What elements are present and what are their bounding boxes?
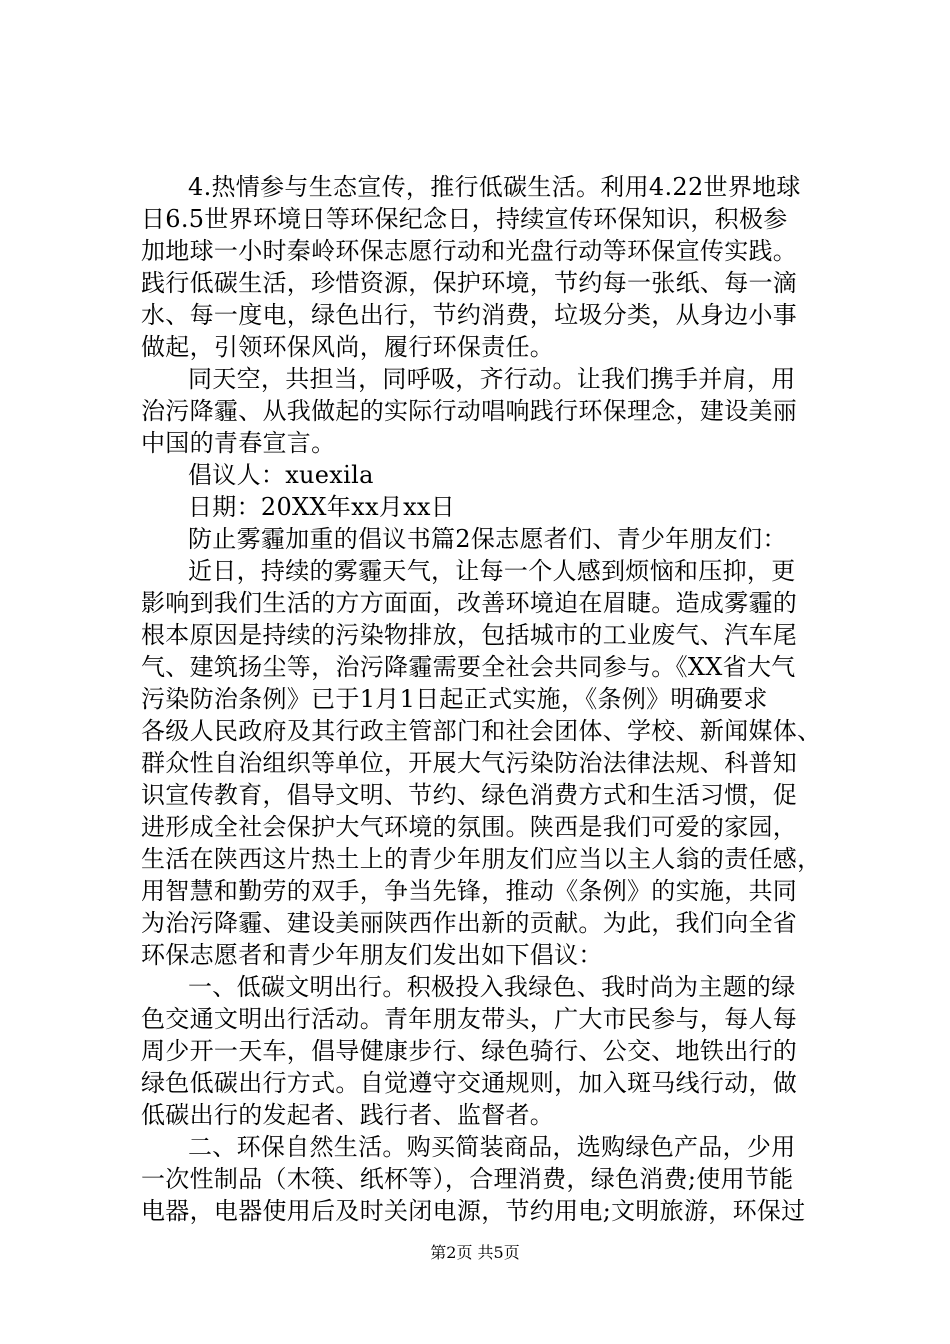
text-line: 识宣传教育，倡导文明、节约、绿色消费方式和生活习惯，促: [141, 781, 798, 809]
text-line: 根本原因是持续的污染物排放，包括城市的工业废气、汽车尾: [141, 621, 798, 649]
text-line: 一次性制品（木筷、纸杯等），合理消费，绿色消费;使用节能: [141, 1165, 794, 1193]
page-footer: 第2页 共5页: [430, 1243, 520, 1262]
text-line: 群众性自治组织等单位，开展大气污染防治法律法规、科普知: [141, 749, 798, 777]
text-line: 用智慧和勤劳的双手，争当先锋，推动《条例》的实施，共同: [141, 877, 798, 905]
text-line: 为治污降霾、建设美丽陕西作出新的贡献。为此，我们向全省: [141, 909, 798, 937]
text-line: 环保志愿者和青少年朋友们发出如下倡议：: [141, 941, 603, 969]
text-line: 绿色低碳出行方式。自觉遵守交通规则，加入斑马线行动，做: [141, 1069, 798, 1097]
text-line: 日期：20XX年xx月xx日: [188, 493, 456, 521]
text-line: 一、低碳文明出行。积极投入我绿色、我时尚为主题的绿: [188, 973, 796, 1001]
text-line: 同天空，共担当，同呼吸，齐行动。让我们携手并肩，用: [188, 365, 796, 393]
text-line: 低碳出行的发起者、践行者、监督者。: [141, 1101, 555, 1129]
text-line: 生活在陕西这片热土上的青少年朋友们应当以主人翁的责任感，: [141, 845, 822, 873]
text-line: 周少开一天车，倡导健康步行、绿色骑行、公交、地铁出行的: [141, 1037, 798, 1065]
text-line: 近日，持续的雾霾天气，让每一个人感到烦恼和压抑，更: [188, 557, 796, 585]
text-line: 进形成全社会保护大气环境的氛围。陕西是我们可爱的家园，: [141, 813, 798, 841]
text-line: 加地球一小时秦岭环保志愿行动和光盘行动等环保宣传实践。: [141, 237, 798, 265]
document-body: [141, 171, 841, 1227]
text-line: 影响到我们生活的方方面面，改善环境迫在眉睫。造成雾霾的: [141, 589, 798, 617]
text-line: 二、环保自然生活。购买简装商品，选购绿色产品，少用: [188, 1133, 796, 1161]
text-line: 倡议人：xuexila: [188, 461, 374, 489]
text-line: 水、每一度电，绿色出行，节约消费，垃圾分类，从身边小事: [141, 301, 798, 329]
text-line: 践行低碳生活，珍惜资源，保护环境，节约每一张纸、每一滴: [141, 269, 798, 297]
text-line: 做起，引领环保风尚，履行环保责任。: [141, 333, 555, 361]
text-line: 治污降霾、从我做起的实际行动唱响践行环保理念，建设美丽: [141, 397, 798, 425]
text-line: 各级人民政府及其行政主管部门和社会团体、学校、新闻媒体、: [141, 717, 822, 745]
text-line: 色交通文明出行活动。青年朋友带头，广大市民参与，每人每: [141, 1005, 798, 1033]
text-line: 4.热情参与生态宣传，推行低碳生活。利用4.22世界地球: [188, 173, 801, 201]
text-line: 污染防治条例》已于1月1日起正式实施，《条例》明确要求: [141, 685, 768, 713]
text-line: 中国的青春宣言。: [141, 429, 336, 457]
text-line: 日6.5世界环境日等环保纪念日，持续宣传环保知识，积极参: [141, 205, 788, 233]
text-line: 气、建筑扬尘等，治污降霾需要全社会共同参与。《XX省大气: [141, 653, 796, 681]
text-line: 防止雾霾加重的倡议书篇2保志愿者们、青少年朋友们：: [188, 525, 787, 553]
text-line: 电器，电器使用后及时关闭电源，节约用电;文明旅游，环保过: [141, 1197, 806, 1225]
